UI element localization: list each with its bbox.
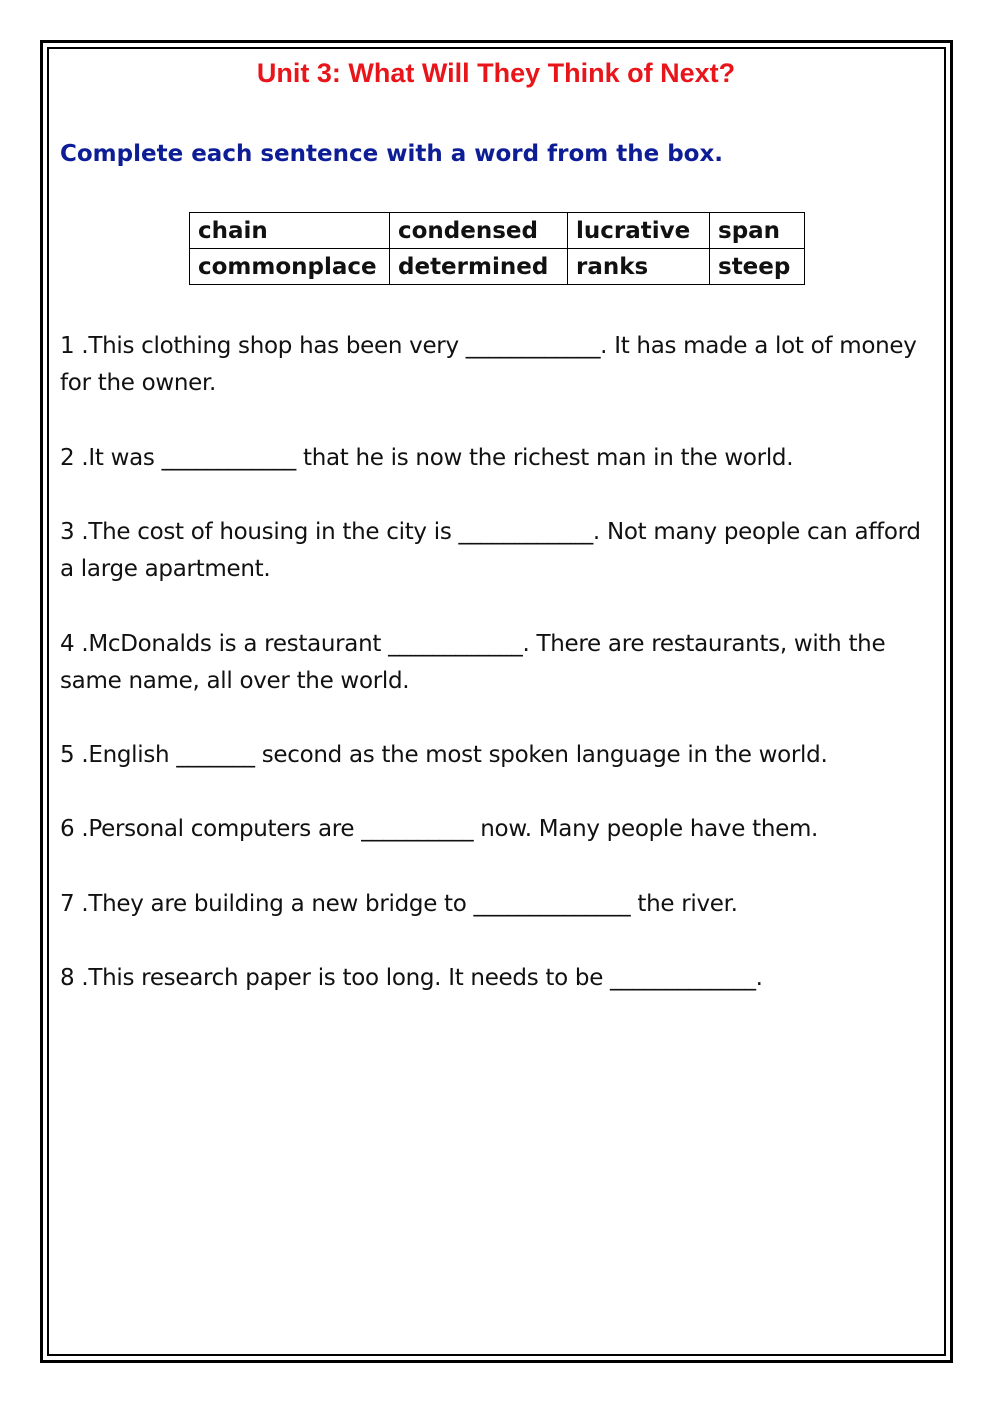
word-box-cell: lucrative	[568, 213, 710, 249]
sentence-1: 1 .This clothing shop has been very ____________. It has made a lot of money for the owner.	[60, 333, 917, 396]
sentence-7: 7 .They are building a new bridge to ______________ the river.	[60, 891, 738, 917]
sentence-3: 3 .The cost of housing in the city is ____________. Not many people can afford a large apartment.	[60, 519, 921, 582]
word-box-cell: condensed	[390, 213, 568, 249]
word-box-cell: steep	[710, 249, 805, 285]
page-title: Unit 3: What Will They Think of Next?	[256, 58, 736, 88]
word-box-cell: chain	[190, 213, 390, 249]
word-box-row	[190, 213, 805, 249]
sentence-5: 5 .English _______ second as the most spoken language in the world.	[60, 742, 828, 768]
word-box-cell: ranks	[568, 249, 710, 285]
word-box-table	[189, 212, 805, 285]
sentence-2: 2 .It was ____________ that he is now the richest man in the world.	[60, 445, 794, 471]
sentence-4: 4 .McDonalds is a restaurant ____________. There are restaurants, with the same name, all over the world.	[60, 631, 886, 694]
sentence-8: 8 .This research paper is too long. It needs to be _____________.	[60, 965, 763, 991]
word-box-row	[190, 249, 805, 285]
sentence-6: 6 .Personal computers are __________ now. Many people have them.	[60, 816, 819, 842]
word-box-cell: determined	[390, 249, 568, 285]
instruction-heading: Complete each sentence with a word from the box.	[60, 141, 724, 167]
word-box-cell: commonplace	[190, 249, 390, 285]
word-box-cell: span	[710, 213, 805, 249]
